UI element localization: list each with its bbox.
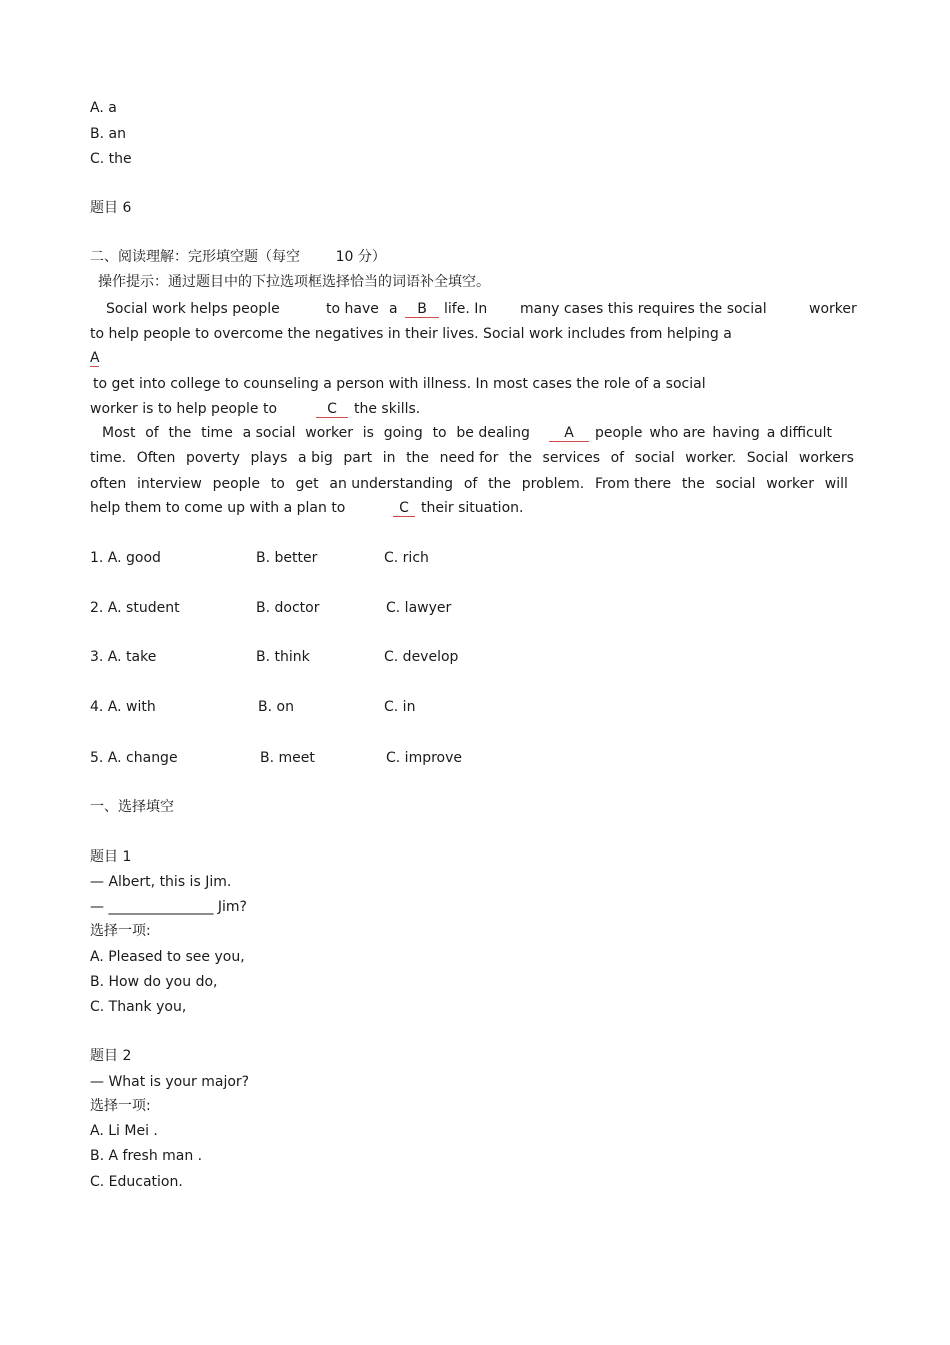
passage-word: a difficult <box>766 425 832 441</box>
section-heading: 一、选择填空 <box>90 799 174 815</box>
choice-4-b[interactable]: B. on <box>258 699 294 715</box>
passage-line <box>595 424 832 442</box>
option-c[interactable]: C. Education. <box>90 1174 183 1190</box>
passage-word: Most <box>102 425 136 441</box>
blank-4-answer[interactable]: A <box>549 424 589 442</box>
passage-text: to have <box>326 301 379 317</box>
option-c[interactable]: C. Thank you, <box>90 999 187 1015</box>
passage-word: From there <box>594 476 672 492</box>
passage-text: many cases this requires the social <box>520 301 767 317</box>
passage-word: services <box>542 450 600 466</box>
blank-1-answer[interactable]: B <box>405 300 439 318</box>
passage-word: who are <box>649 425 706 441</box>
passage-text: help them to come up with a plan to <box>90 500 346 516</box>
passage-text: to help people to overcome the negatives in their lives. Social work includes from helping a <box>90 326 732 342</box>
choice-5-a[interactable]: 5. A. change <box>90 750 178 766</box>
blank-2-answer[interactable]: A <box>90 350 100 366</box>
passage-word: the <box>406 450 430 466</box>
passage-line <box>90 449 854 467</box>
choice-5-b[interactable]: B. meet <box>260 750 315 766</box>
passage-text: Social work helps people <box>106 301 280 317</box>
passage-word: social <box>634 450 675 466</box>
passage-word: poverty <box>186 450 240 466</box>
passage-word: Social <box>746 450 789 466</box>
passage-line <box>102 424 530 442</box>
question-title: 题目 2 <box>90 1048 132 1064</box>
passage-word: to <box>432 425 447 441</box>
option-c[interactable]: C. the <box>90 151 132 167</box>
blank-3[interactable] <box>316 400 348 418</box>
passage-word: the <box>168 425 192 441</box>
passage-word: the <box>488 476 512 492</box>
passage-word: worker. <box>685 450 737 466</box>
option-a[interactable]: A. a <box>90 100 117 116</box>
passage-word: plays <box>250 450 288 466</box>
blank-2[interactable] <box>90 349 99 367</box>
passage-word: is <box>362 425 374 441</box>
choice-4-c[interactable]: C. in <box>384 699 416 715</box>
instruction-text: 操作提示：通过题目中的下拉选项框选择恰当的词语补全填空。 <box>98 274 490 290</box>
option-b[interactable]: B. A fresh man . <box>90 1148 203 1164</box>
passage-word: a social <box>242 425 296 441</box>
question-text: — What is your major? <box>90 1074 250 1090</box>
option-a[interactable]: A. Pleased to see you, <box>90 949 245 965</box>
passage-text: to get into college to counseling a person with illness. In most cases the role of a social <box>93 376 706 392</box>
passage-word: a big <box>298 450 333 466</box>
passage-word: in <box>382 450 396 466</box>
passage-text: worker <box>809 301 857 317</box>
passage-word: having <box>712 425 760 441</box>
question-text: — Albert, this is Jim. <box>90 874 232 890</box>
passage-text: a <box>389 301 398 317</box>
choose-prompt: 选择一项: <box>90 923 151 939</box>
choice-3-c[interactable]: C. develop <box>384 649 459 665</box>
choice-1-b[interactable]: B. better <box>256 550 318 566</box>
passage-word: going <box>383 425 423 441</box>
blank-4[interactable] <box>549 424 589 442</box>
choice-4-a[interactable]: 4. A. with <box>90 699 156 715</box>
passage-word: time. <box>90 450 127 466</box>
passage-word: problem. <box>521 476 585 492</box>
passage-text: the skills. <box>354 401 421 417</box>
passage-word: worker <box>766 476 815 492</box>
passage-word: of <box>145 425 159 441</box>
question-text: — _______________ Jim? <box>90 899 247 915</box>
choice-2-c[interactable]: C. lawyer <box>386 600 452 616</box>
passage-word: social <box>715 476 756 492</box>
blank-5[interactable] <box>393 499 415 517</box>
passage-word: to <box>270 476 285 492</box>
option-a[interactable]: A. Li Mei . <box>90 1123 158 1139</box>
passage-word: Often <box>136 450 176 466</box>
passage-line <box>90 475 848 493</box>
passage-word: will <box>824 476 848 492</box>
blank-1[interactable] <box>405 300 439 318</box>
blank-3-answer[interactable]: C <box>316 400 348 418</box>
passage-word: the <box>508 450 532 466</box>
passage-word: need for <box>439 450 499 466</box>
choice-1-c[interactable]: C. rich <box>384 550 429 566</box>
choice-2-a[interactable]: 2. A. student <box>90 600 180 616</box>
passage-word: part <box>343 450 373 466</box>
passage-word: of <box>610 450 625 466</box>
passage-text: their situation. <box>421 500 524 516</box>
choice-1-a[interactable]: 1. A. good <box>90 550 161 566</box>
blank-5-answer[interactable]: C <box>393 499 415 517</box>
passage-word: the <box>681 476 705 492</box>
choice-5-c[interactable]: C. improve <box>386 750 463 766</box>
question-title: 题目 6 <box>90 200 132 216</box>
passage-word: workers <box>798 450 854 466</box>
choose-prompt: 选择一项: <box>90 1098 151 1114</box>
passage-word: be dealing <box>456 425 530 441</box>
passage-word: worker <box>305 425 354 441</box>
choice-3-a[interactable]: 3. A. take <box>90 649 157 665</box>
option-b[interactable]: B. an <box>90 126 126 142</box>
passage-word: people <box>595 425 643 441</box>
passage-word: time <box>201 425 233 441</box>
passage-text: life. In <box>444 301 488 317</box>
choice-2-b[interactable]: B. doctor <box>256 600 320 616</box>
passage-word: often <box>90 476 127 492</box>
question-title: 题目 1 <box>90 849 132 865</box>
passage-word: interview <box>136 476 202 492</box>
passage-word: an understanding <box>329 476 454 492</box>
passage-word: of <box>463 476 478 492</box>
choice-3-b[interactable]: B. think <box>256 649 310 665</box>
section-heading: 二、阅读理解：完形填空题（每空 10 分） <box>90 249 386 265</box>
passage-word: get <box>295 476 319 492</box>
passage-text: worker is to help people to <box>90 401 278 417</box>
option-b[interactable]: B. How do you do, <box>90 974 218 990</box>
passage-word: people <box>212 476 261 492</box>
